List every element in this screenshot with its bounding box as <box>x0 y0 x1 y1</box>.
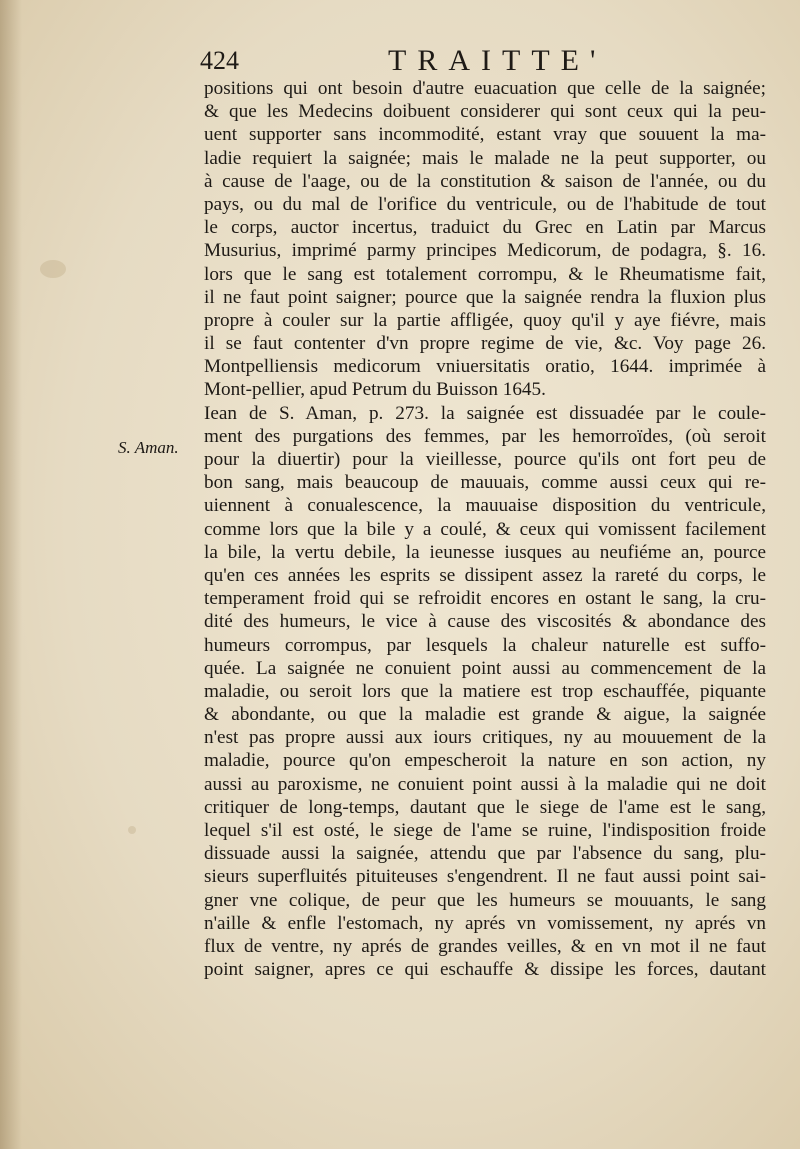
text-line: aussi au paroxisme, ne conuient point aussi à la maladie qui ne doit <box>204 773 766 795</box>
text-line: le corps, auctor incertus, traduict du Grec en Latin par Marcus <box>204 217 766 239</box>
text-line: lequel s'il est osté, le siege de l'ame se ruine, l'indisposition froide <box>204 820 766 841</box>
body-text <box>204 77 766 981</box>
text-line: uent supporter sans incommodité, estant vray que souuent la ma- <box>204 124 766 146</box>
paper-stain <box>128 826 136 834</box>
text-line: uiennent à conualescence, la mauuaise disposition du ventricule, <box>204 495 766 517</box>
page-edge-shadow <box>0 0 22 1149</box>
text-line: point saigner, apres ce qui eschauffe & dissipe les forces, dautant <box>204 959 766 981</box>
text-line: sieurs superfluités pituiteuses s'engendrent. Il ne faut aussi point sai- <box>204 866 766 888</box>
text-line: quée. La saignée ne conuient point aussi au commencement de la <box>204 657 766 679</box>
text-line: Montpelliensis medicorum vniuersitatis oratio, 1644. imprimée à <box>204 356 766 378</box>
text-line: positions qui ont besoin d'autre euacuation que celle de la saignée; <box>204 78 766 99</box>
text-line: pays, ou du mal de l'orifice du ventricule, ou de l'habitude de tout <box>204 193 766 215</box>
text-line: il se faut contenter d'vn propre regime de vie, &c. Voy page 26. <box>204 333 766 355</box>
text-line: dissuade aussi la saignée, attendu que par l'absence du sang, plu- <box>204 843 766 865</box>
text-line: bon sang, mais beaucoup de mauuais, comme aussi ceux qui re- <box>204 472 766 494</box>
text-line: gner vne colique, de peur que les humeurs se mouuants, le sang <box>204 889 766 911</box>
text-line: maladie, ou seroit lors que la matiere est trop eschauffée, piquante <box>204 680 766 702</box>
text-line: comme lors que la bile y a coulé, & ceux qui vomissent facilement <box>204 518 766 540</box>
text-line: à cause de l'aage, ou de la constitution & saison de l'année, ou du <box>204 170 766 192</box>
paper-stain <box>40 260 66 278</box>
page-number: 424 <box>200 46 239 75</box>
text-line: dité des humeurs, le vice à cause des viscosités & abondance des <box>204 611 766 633</box>
text-line: & que les Medecins doibuent considerer qui sont ceux qui la peu- <box>204 101 766 123</box>
text-line: ment des purgations des femmes, par les hemorroïdes, (où seroit <box>204 425 766 447</box>
text-line: flux de ventre, ny aprés de grandes veilles, & en vn mot il ne faut <box>204 935 766 957</box>
text-line: humeurs corrompus, par lesquels la chaleur naturelle est suffo- <box>204 634 766 656</box>
text-line: la bile, la vertu debile, la ieunesse iusques au neufiéme an, pource <box>204 541 766 563</box>
text-line: il ne faut point saigner; pource que la saignée rendra la fluxion plus <box>204 286 766 308</box>
text-line: temperament froid qui se refroidit encores en ostant le sang, la cru- <box>204 588 766 610</box>
margin-note: S. Aman. <box>118 438 179 457</box>
text-line: ladie requiert la saignée; mais le malade ne la peut supporter, ou <box>204 147 766 169</box>
text-line: lors que le sang est totalement corrompu, & le Rheumatisme fait, <box>204 263 766 285</box>
text-line: qu'en ces années les esprits se dissipent assez la rareté du corps, le <box>204 564 766 586</box>
text-line: n'aille & enfle l'estomach, ny aprés vn vomissement, ny aprés vn <box>204 912 766 934</box>
text-line: pour la diuertir) pour la vieillesse, pource qu'ils ont fort peu de <box>204 449 766 470</box>
text-line: & abondante, ou que la maladie est grande & aigue, la saignée <box>204 704 766 726</box>
text-line: n'est pas propre aussi aux iours critiques, ny au mouuement de la <box>204 727 766 749</box>
text-line: maladie, pource qu'on empescheroit la nature en son action, ny <box>204 750 766 772</box>
page-header <box>200 44 760 78</box>
running-title: TRAITTE' <box>388 44 607 77</box>
text-line: Iean de S. Aman, p. 273. la saignée est dissuadée par le coule- <box>204 402 766 424</box>
text-line: Musurius, imprimé parmy principes Medicorum, de podagra, §. 16. <box>204 240 766 262</box>
text-line: critiquer de long-temps, dautant que le siege de l'ame est le sang, <box>204 796 766 818</box>
text-line: propre à couler sur la partie affligée, quoy qu'il y aye fiévre, mais <box>204 309 766 331</box>
text-line: Mont-pellier, apud Petrum du Buisson 1645. <box>204 379 546 401</box>
